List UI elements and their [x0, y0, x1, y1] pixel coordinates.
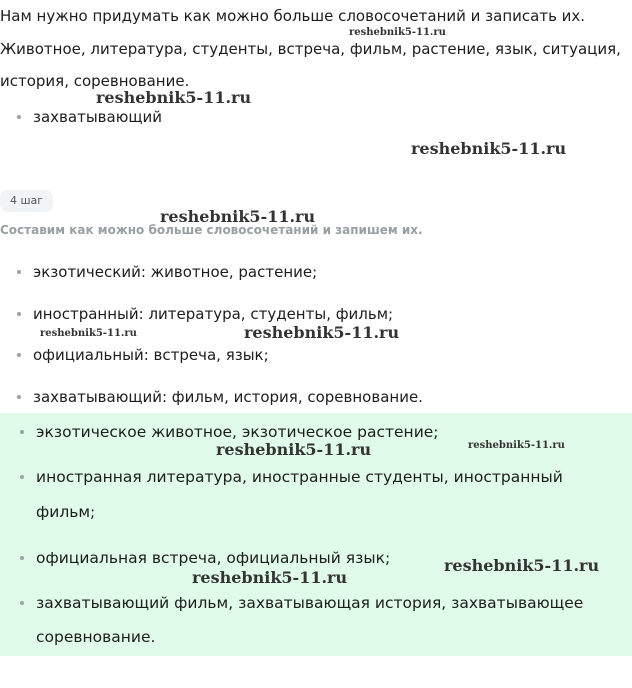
watermark: reshebnik5-11.ru: [411, 139, 567, 158]
group-item-text: иностранный: литература, студенты, фильм;: [33, 305, 394, 323]
step-subheading: Составим как можно больше словосочетаний и запишем их.: [0, 223, 423, 237]
answer-item: [20, 548, 390, 568]
answer-item-text: иностранная литература, иностранные студенты, иностранный: [36, 468, 563, 486]
answer-item-text: экзотическое животное, экзотическое растение;: [36, 423, 439, 441]
bullet-dot: [20, 430, 24, 434]
watermark: reshebnik5-11.ru: [349, 27, 446, 38]
bullet-dot: [17, 312, 21, 316]
intro-line-3: история, соревнование.: [0, 72, 190, 90]
group-item-text: официальный: встреча, язык;: [33, 346, 269, 364]
bullet-dot: [20, 601, 24, 605]
watermark: reshebnik5-11.ru: [96, 88, 252, 107]
bullet-dot: [20, 475, 24, 479]
bullet-dot: [17, 270, 21, 274]
answer-item: [20, 422, 439, 442]
answer-item-continuation: фильм;: [36, 503, 96, 521]
group-item: [17, 262, 317, 282]
bullet-dot: [17, 353, 21, 357]
watermark: reshebnik5-11.ru: [160, 207, 316, 226]
watermark: reshebnik5-11.ru: [244, 323, 400, 342]
group-item: [17, 304, 393, 324]
watermark: reshebnik5-11.ru: [192, 568, 348, 587]
group-item-text: экзотический: животное, растение;: [33, 263, 318, 281]
step-badge: 4 шаг: [0, 190, 53, 212]
intro-bullet-item: [17, 107, 162, 127]
group-item-text: захватывающий: фильм, история, соревнование.: [33, 388, 423, 406]
watermark: reshebnik5-11.ru: [468, 440, 565, 451]
intro-bullet-text: захватывающий: [33, 108, 162, 126]
bullet-dot: [20, 556, 24, 560]
answer-item-text: официальная встреча, официальный язык;: [36, 549, 391, 567]
intro-line-1: Нам нужно придумать как можно больше словосочетаний и записать их.: [0, 7, 586, 25]
answer-item: [20, 467, 563, 487]
bullet-dot: [17, 115, 21, 119]
intro-line-2: Животное, литература, студенты, встреча, фильм, растение, язык, ситуация,: [0, 40, 621, 58]
group-item: [17, 387, 423, 407]
watermark: reshebnik5-11.ru: [444, 556, 600, 575]
bullet-dot: [17, 395, 21, 399]
group-item: [17, 345, 269, 365]
answer-item-continuation: соревнование.: [36, 628, 156, 646]
answer-item: [20, 593, 583, 613]
watermark: reshebnik5-11.ru: [216, 440, 372, 459]
watermark: reshebnik5-11.ru: [40, 328, 137, 339]
answer-item-text: захватывающий фильм, захватывающая история, захватывающее: [36, 594, 584, 612]
